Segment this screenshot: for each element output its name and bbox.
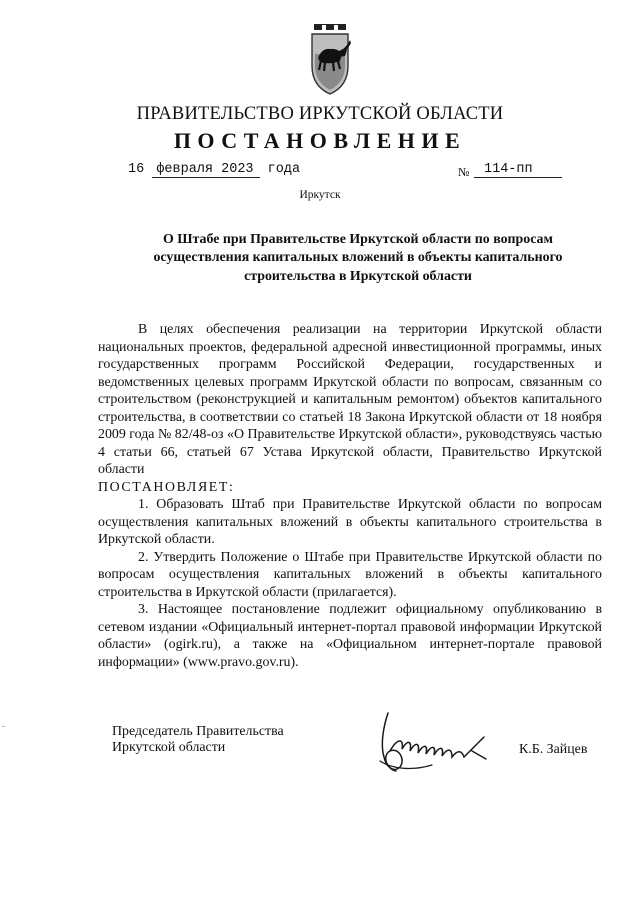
resolution-item-1: 1. Образовать Штаб при Правительстве Иркутской области по вопросам осуществления капитальных вложений в объекты капитального строительства в Иркутской области. xyxy=(98,497,602,547)
city: Иркутск xyxy=(299,189,341,201)
document-body xyxy=(98,321,602,671)
date-day: 16 xyxy=(128,162,145,177)
resolution-item-2: 2. Утвердить Положение о Штабе при Правительстве Иркутской области по вопросам осуществления капитальных вложений в объекты капитального строительства в Иркутской области (прилагается). xyxy=(98,549,602,600)
document-subject: О Штабе при Правительстве Иркутской области по вопросам осуществления капитальных вложений в объекты капитального строительства в Иркутской области xyxy=(153,232,563,284)
date-suffix: года xyxy=(267,162,301,177)
resolution-item-3: 3. Настоящее постановление подлежит официальному опубликованию в сетевом издании «Официальный интернет-портал правовой информации Иркутской области» (ogirk.ru), а также на «Официальном интернет-портале правовой информации» (www.pravo.gov.ru). xyxy=(98,602,602,670)
resolves-heading: ПОСТАНОВЛЯЕТ: xyxy=(98,479,235,495)
signer-role xyxy=(112,724,284,756)
irkutsk-coat-of-arms-icon xyxy=(300,14,360,96)
number-sign: № xyxy=(458,165,470,179)
scan-artifact xyxy=(2,726,5,727)
document-number: 114-пп xyxy=(474,162,562,178)
date-month: февраля 2023 xyxy=(152,162,259,178)
handwritten-signature xyxy=(372,707,502,787)
government-name: ПРАВИТЕЛЬСТВО ИРКУТСКОЙ ОБЛАСТИ xyxy=(136,104,504,124)
signer-role-line-2: Иркутской области xyxy=(112,740,226,755)
document-type: ПОСТАНОВЛЕНИЕ xyxy=(173,128,467,153)
preamble-paragraph: В целях обеспечения реализации на территории Иркутской области национальных проектов, федеральной адресной инвестиционной программы, иных государственных программ Российской Федерации, государственных и ведомственных целевых программ Иркутской области по вопросам, связанным со строительством (реконструкцией и капитальным ремонтом) объектов капитального строительства, в соответствии со статьей 18 Закона Иркутской области от 18 ноября 2009 года № 82/48-оз «О Правительстве Иркутской области», руководствуясь частью 4 статьи 66, статьей 67 Устава Иркутской области, Правительство Иркутской области xyxy=(98,322,602,477)
signer-role-line-1: Председатель Правительства xyxy=(112,724,284,739)
signer-name: К.Б. Зайцев xyxy=(519,742,588,757)
document-date xyxy=(128,162,300,178)
